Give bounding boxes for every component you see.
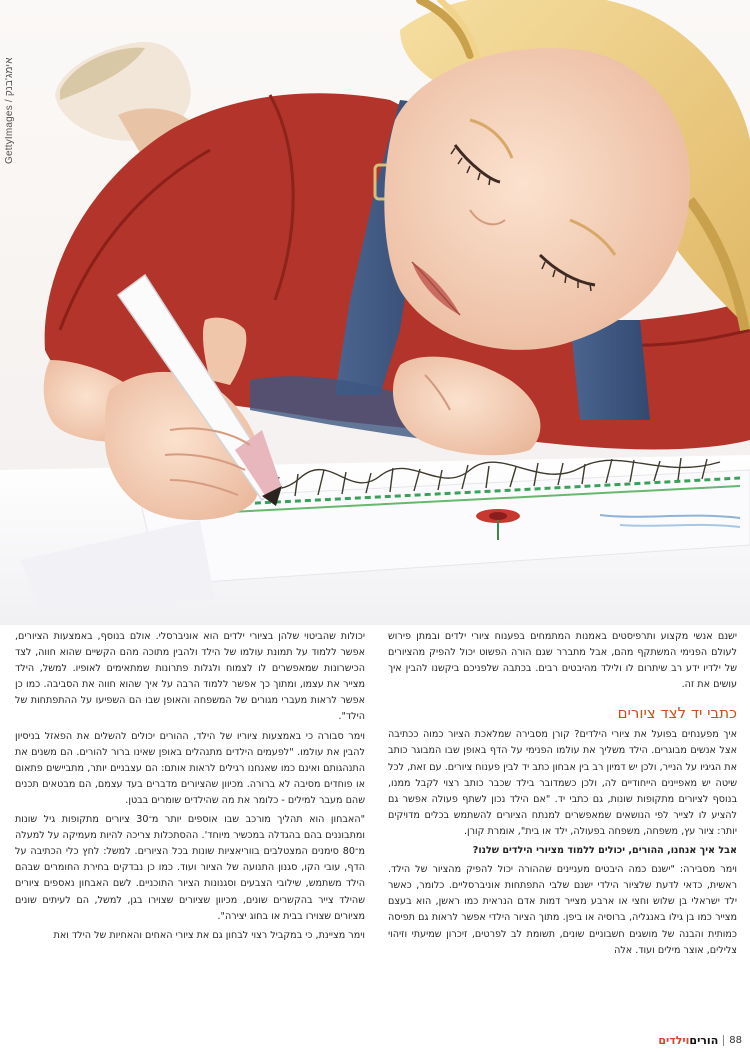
article-column-left	[15, 629, 365, 947]
paragraph: וימר מסבירה: "ישנם כמה היבטים מעניינים שההורה יכול להפיק מהציור של הילד. ראשית, כדאי לדעת שלציור הילדי ישנם שלבי התפתחות אוניברסליים. כלומר, כאשר ילד ישראלי בן שלוש וחצי או ארבע מצייר דמות אדם הנראית כמו ראשן, הוא בעצם מצייר כמו בן גילו באנגליה, ברוסיה או ביפן. מתוך הציור הילדי אפשר לראות גם תפיסה כמותית והבנה של מושגים חשבוניים שונים, תשומת לב לפרטים, זיכרון שמיעתי וזיהוי צלילים, אוצר מילים ועוד. אלה	[388, 864, 737, 956]
page-footer	[658, 1032, 742, 1048]
article-intro: ישנם אנשי מקצוע ותרפיסטים באמנות המתמחים בפענוח ציורי ילדים ובמתן פירוש לעולם הפנימי המשתקף מהם, אבל מתברר שגם הורה הפשוט יכול להפיק מהציורים של ילדיו ידע רב שיתרום לו ולילד מהיבטים רבים. בכתבה שלפניכם ביקשנו להבין איך עושים את זה.	[388, 631, 737, 691]
article-column-right	[388, 629, 737, 962]
magazine-name	[658, 1034, 718, 1047]
photo-credit: GettyImages / אימג'בנק	[4, 57, 15, 164]
section-subheading: כתבי יד לצד ציורים	[617, 704, 737, 723]
paragraph: איך מפענחים בפועל את ציורי הילדים? קורן מסבירה שמלאכת הציור כמוה ככתיבה אצל אנשים מבוגרים. הילד משליך את עולמו הפנימי על הדף באופן שבו המבוגר כותב את הגיגיו על הנייר, ולכן יש דמיון רב בין אבחון כתב יד לבין פענוח ציורים. עם זאת, לכל שיטה יש מאפיינים הייחודיים לה, ולכן כשמדובר בילד שכבר כותב רצוי לקבל ממנו, בנוסף לציורים מתקופות שונות, גם כתבי יד. "אם הילד נכון לשתף פעולה אפשר גם להציע לו לצייר לפי הנושאים שמאפשרים למנתח הציורים להשתמש בכלים מדויקים יותר: ציור עץ, משפחה, משפחה בפעולה, ילד או בית", אומרת קורן.	[388, 729, 737, 837]
paragraph: וימר סבורה כי באמצעות ציוריו של הילד, ההורים יכולים להשלים את הפאזל בניסיון להבין את עולמו. "לפעמים הילדים מתנהלים באופן שאינו ברור להורים. הם משנים את התנהגותם ואינם כמו שאנחנו רגילים לראות אותם: הם עצבניים יותר, מתביישים פתאום או פוחדים מסיבה לא ברורה. מכיוון שהציורים מדברים בעד עצמם, הם מבטאים תכנים שהם מעבר למילים - כלומר את מה שהילדים שומרים בבטן.	[15, 730, 365, 806]
paragraph: וימר מציינת, כי במקביל רצוי לבחון גם את ציורי האחים והאחיות של הילד ואת	[53, 929, 365, 941]
magazine-name-part2: וילדים	[658, 1033, 690, 1047]
footer-divider	[723, 1035, 724, 1046]
magazine-name-part1: הורים	[689, 1033, 719, 1047]
paragraph: יכולות שהביטוי שלהן בציורי ילדים הוא אוניברסלי. אולם בנוסף, באמצעות הציורים, אפשר ללמוד על תמונת עולמו של הילד ולהבין מתוכה מהם הקשיים שהוא חווה, לצד הכישרונות שמאפשרים לו לצמוח ולגלות פתרונות שמתאימים לאופיו. למשל, הילד מצייר את עצמו, ומתוך כך אפשר ללמוד הרבה על איך שהוא חווה את הסביבה. כמו כן אפשר לראות מעברי מגורים של המשפחה והאופן שבו הם השפיעו על ההתפתחות של הילד".	[15, 631, 365, 723]
bold-question: אבל איך אנחנו, ההורים, יכולים ללמוד מציורי הילדים שלנו?	[472, 845, 737, 857]
paragraph: "האבחון הוא תהליך מורכב שבו אוספים יותר מ־30 ציורים מתקופות גיל שונות ומתבוננים בהם בהגדלה במכשיר מיוחד'. ההסתכלות צריכה להיות מעמיקה על למעלה מ־80 סימנים המצטלבים בווריאציות שונות בכל הציורים. למשל: לחץ כלי הכתיבה על הדף, עובי הקו, סגנון התנועה של הציור ועוד. כמו כן נבדקים בחירת החומרים שבהם הילד משתמש, שילובי הצבעים וסגנונות הציור התוכניים. לשם האבחון נאספים ציורים שהילד צייר בהקשרים שונים, מכיוון שציורים שצוירו בגן, למשל, הם לעיתים שונים מציורים שצוירו בבית או בחוג יצירה".	[15, 814, 366, 922]
page-number: 88	[729, 1034, 742, 1046]
